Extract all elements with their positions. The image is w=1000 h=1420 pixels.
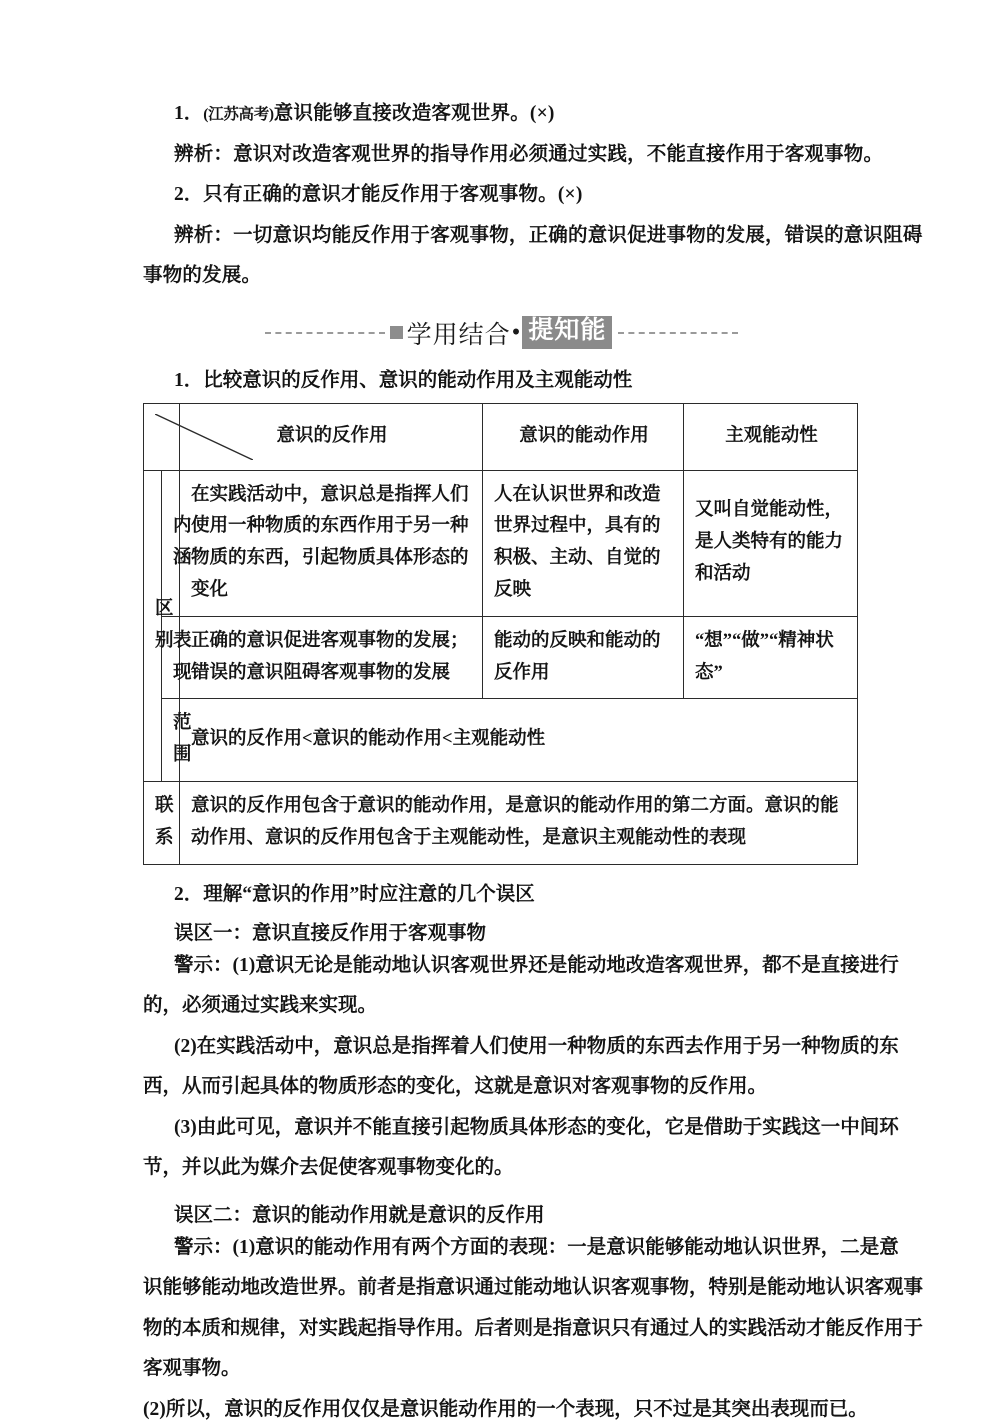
quiz-item-1-answer — [143, 143, 884, 165]
table-col-header-2: 意识的能动作用 — [483, 403, 684, 470]
table-cell-fanwei-span: 意识的反作用<意识的能动作用<主观能动性 — [180, 699, 858, 782]
misconception-2-p1-line2: 识能够能动地改造世界。前者是指意识通过能动地认识客观事物，特别是能动地认识客观事 — [143, 1277, 924, 1299]
quiz-item-1-question — [143, 104, 860, 124]
misconception-1-p1-line2: 的，必须通过实践来实现。 — [143, 995, 378, 1017]
comparison-table — [143, 403, 858, 865]
heading-misconceptions: 2．理解“意识的作用”时应注意的几个误区 — [174, 883, 535, 905]
quiz-item-1-answer-text: 意识对改造客观世界的指导作用必须通过实践，不能直接作用于客观事物。 — [233, 143, 884, 165]
table-corner-cell — [144, 403, 180, 470]
misconception-1-p1-line1: 警示：(1)意识无论是能动地认识客观世界还是能动地改造客观世界，都不是直接进行 — [174, 954, 899, 976]
table-cell-neihan-2: 人在认识世界和改造世界过程中，具有的积极、主动、自觉的反映 — [483, 470, 684, 616]
misconception-1-p3-line1: (3)由此可见，意识并不能直接引起物质具体形态的变化，它是借助于实践这一中间环 — [174, 1116, 899, 1138]
misconception-1-p2-line1: (2)在实践活动中，意识总是指挥着人们使用一种物质的东西去作用于另一种物质的东 — [174, 1035, 899, 1057]
table-row — [144, 616, 858, 699]
table-cell-neihan-1: 在实践活动中，意识总是指挥人们使用一种物质的东西作用于另一种物质的东西，引起物质具体形态的变化 — [180, 470, 483, 616]
section-header-part-a: 学用结合 — [406, 321, 511, 349]
filled-square-icon — [390, 326, 403, 339]
header-dash-left — [265, 332, 385, 334]
quiz-item-1-answer-label: 辨析： — [174, 143, 234, 165]
table-row-label-biaoxian: 表现 — [162, 616, 180, 699]
misconception-1-title: 误区一：意识直接反作用于客观事物 — [174, 922, 487, 944]
quiz-item-1-source: (江苏高考) — [203, 106, 274, 123]
table-col-header-1: 意识的反作用 — [180, 403, 483, 470]
misconception-2-p1-line1: 警示：(1)意识的能动作用有两个方面的表现：一是意识能够能动地认识世界，二是意 — [174, 1236, 899, 1258]
quiz-item-2-answer-text-1: 一切意识均能反作用于客观事物，正确的意识促进事物的发展，错误的意识阻碍 — [233, 224, 923, 246]
section-header-part-b: 提知能 — [522, 316, 612, 348]
table-side-label-qubie: 区 别 — [144, 470, 162, 782]
table-row — [144, 470, 858, 616]
header-dash-right — [618, 332, 738, 334]
table-cell-lianxi-text: 意识的反作用包含于意识的能动作用，是意识的能动作用的第二方面。意识的能动作用、意识的反作用包含于主观能动性，是意识主观能动性的表现 — [180, 782, 858, 865]
misconception-2-title: 误区二：意识的能动作用就是意识的反作用 — [174, 1204, 545, 1226]
section-header — [143, 316, 860, 350]
table-row-label-neihan: 内涵 — [162, 470, 180, 616]
quiz-item-1-number: 1． — [174, 103, 204, 124]
diagonal-divider-icon — [155, 414, 253, 460]
section-header-separator: • — [511, 318, 521, 346]
quiz-item-2-question — [143, 185, 860, 205]
table-cell-biaoxian-2: 能动的反映和能动的反作用 — [483, 616, 684, 699]
table-cell-biaoxian-3: “想”“做”“精神状态” — [684, 616, 858, 699]
misconception-2-body — [143, 1236, 924, 1420]
quiz-item-2-answer-line1 — [143, 224, 923, 246]
quiz-item-2-text: 只有正确的意识才能反作用于客观事物。(×) — [203, 184, 583, 205]
table-row — [144, 782, 858, 865]
table-row-label-fanwei: 范围 — [162, 699, 180, 782]
quiz-item-2-answer-line2: 事物的发展。 — [143, 265, 262, 286]
misconception-2-p1-line3: 物的本质和规律，对实践起指导作用。后者则是指意识只有通过人的实践活动才能反作用于 — [143, 1317, 924, 1339]
table-row — [144, 699, 858, 782]
table-cell-biaoxian-1: 正确的意识促进客观事物的发展；错误的意识阻碍客观事物的发展 — [180, 616, 483, 699]
heading-compare: 1．比较意识的反作用、意识的能动作用及主观能动性 — [174, 369, 633, 391]
table-col-header-3: 主观能动性 — [684, 403, 858, 470]
quiz-item-1-text: 意识能够直接改造客观世界。(×) — [273, 103, 555, 124]
table-cell-neihan-3: 又叫自觉能动性，是人类特有的能力和活动 — [684, 470, 858, 616]
quiz-item-2-answer-label: 辨析： — [174, 224, 234, 246]
table-header-row — [144, 403, 858, 470]
quiz-item-2-number: 2． — [174, 184, 204, 205]
misconception-2-p1-line4: 客观事物。 — [143, 1358, 241, 1380]
misconception-1-p3-line2: 节，并以此为媒介去促使客观事物变化的。 — [143, 1157, 514, 1179]
table-side-label-lianxi: 联系 — [144, 782, 180, 865]
misconception-2-p2: (2)所以，意识的反作用仅仅是意识能动作用的一个表现，只不过是其突出表现而已。 — [143, 1398, 868, 1420]
misconception-1-body — [143, 954, 899, 1179]
misconception-1-p2-line2: 西，从而引起具体的物质形态的变化，这就是意识对客观事物的反作用。 — [143, 1076, 768, 1098]
